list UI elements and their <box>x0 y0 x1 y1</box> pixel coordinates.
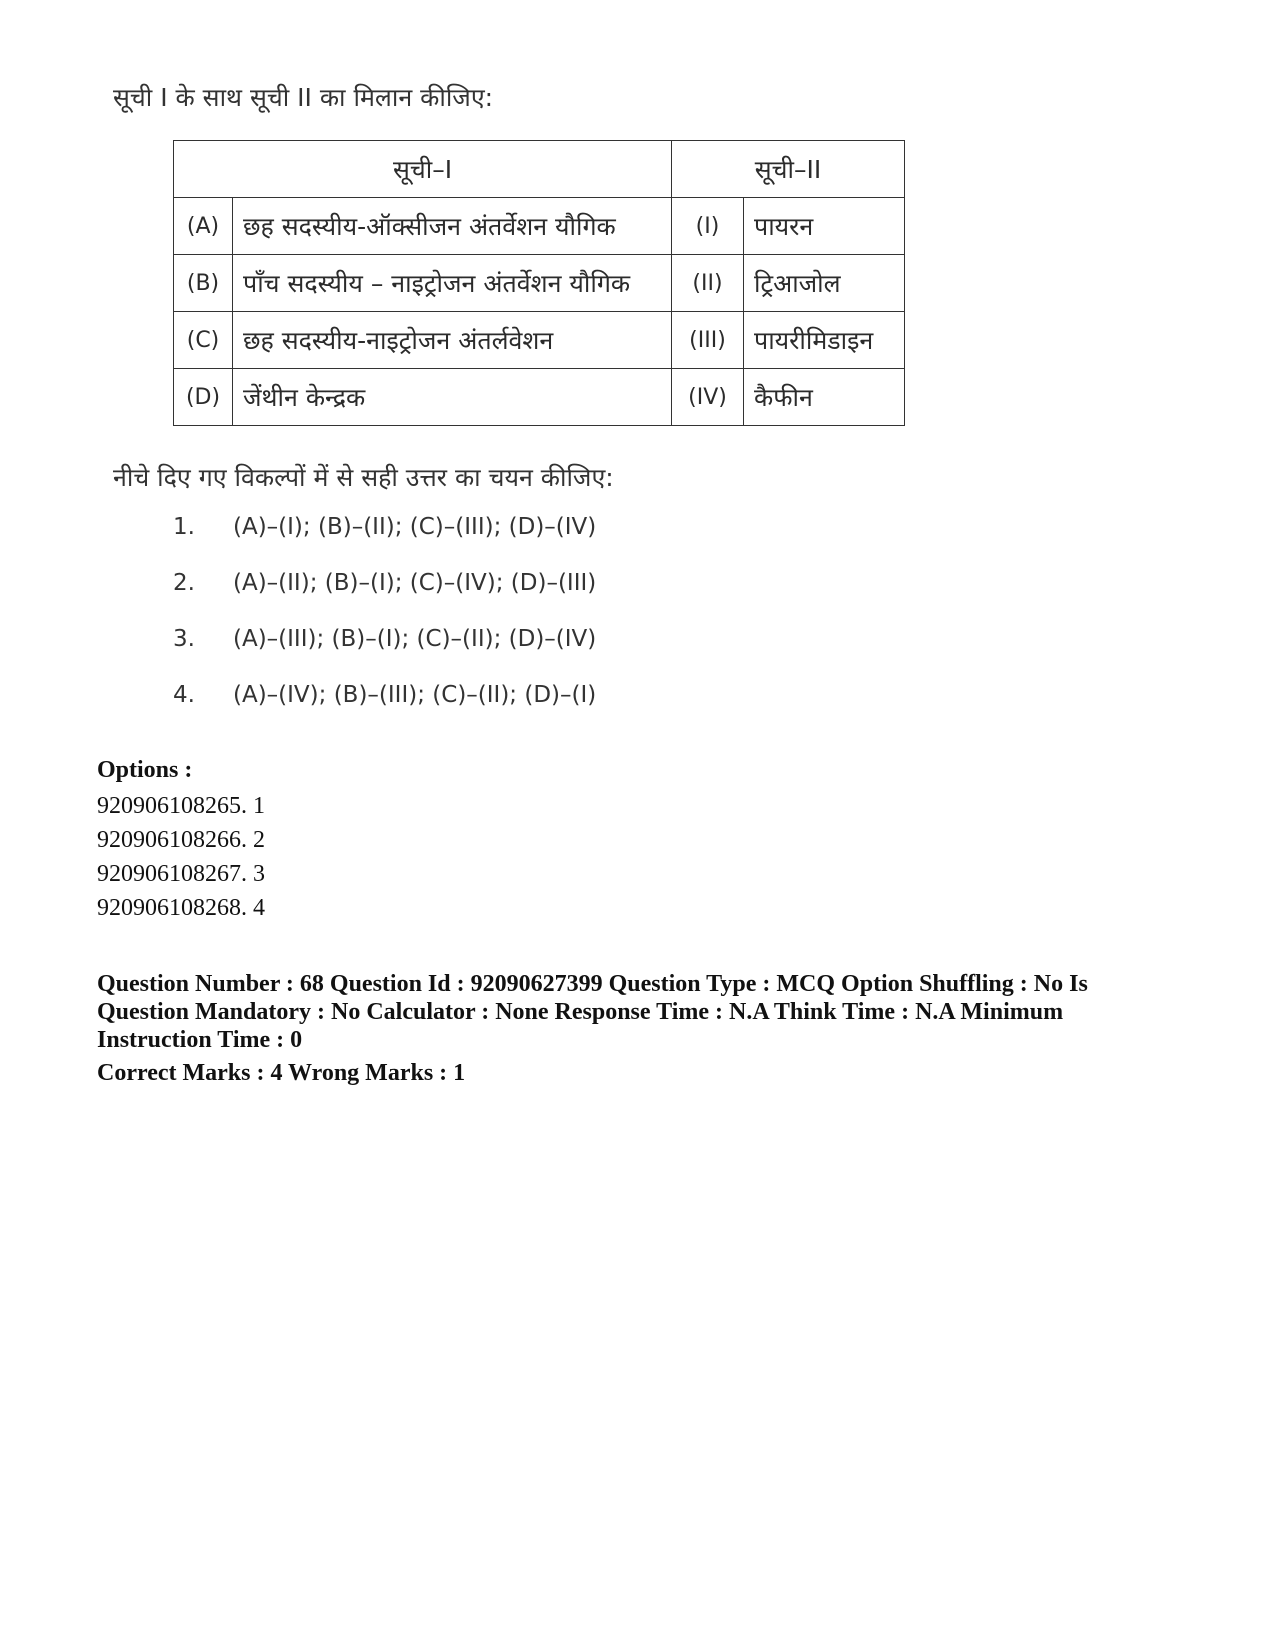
question-meta: Question Number : 68 Question Id : 92090627399 Question Type : MCQ Option Shuffling : No Is Question Mandatory : No Calculator : None Response Time : N.A Think Time : N.A Minimum Instruction Time : 0 <box>97 971 1088 1053</box>
choice-number: 2. <box>173 570 195 596</box>
row-match: कैफीन <box>744 369 905 426</box>
table-row <box>174 312 905 369</box>
table-row <box>174 255 905 312</box>
list-2-header: सूची–II <box>672 141 905 198</box>
row-match: पायरीमिडाइन <box>744 312 905 369</box>
row-label: (C) <box>174 312 233 369</box>
table-header-row <box>174 141 905 198</box>
list-1-header: सूची–I <box>174 141 672 198</box>
choice-number: 4. <box>173 682 195 708</box>
row-code: (III) <box>672 312 744 369</box>
select-prompt: नीचे दिए गए विकल्पों में से सही उत्तर का चयन कीजिए: <box>113 463 614 492</box>
option-line: 920906108266. 2 <box>97 827 265 853</box>
row-item: पाँच सदस्यीय – नाइट्रोजन अंतर्वेशन यौगिक <box>233 255 672 312</box>
row-code: (IV) <box>672 369 744 426</box>
table-row <box>174 369 905 426</box>
row-label: (B) <box>174 255 233 312</box>
choice-2 <box>173 570 596 596</box>
option-line: 920906108268. 4 <box>97 895 265 921</box>
row-code: (II) <box>672 255 744 312</box>
choice-number: 1. <box>173 514 195 540</box>
row-item: जेंथीन केन्द्रक <box>233 369 672 426</box>
row-label: (A) <box>174 198 233 255</box>
choice-text: (A)–(II); (B)–(I); (C)–(IV); (D)–(III) <box>233 570 597 596</box>
choice-1 <box>173 514 596 540</box>
row-item: छह सदस्यीय-नाइट्रोजन अंतर्लवेशन <box>233 312 672 369</box>
row-label: (D) <box>174 369 233 426</box>
choice-text: (A)–(I); (B)–(II); (C)–(III); (D)–(IV) <box>233 514 597 540</box>
choice-number: 3. <box>173 626 195 652</box>
row-code: (I) <box>672 198 744 255</box>
option-line: 920906108267. 3 <box>97 861 265 887</box>
choice-text: (A)–(IV); (B)–(III); (C)–(II); (D)–(I) <box>233 682 597 708</box>
marks-line: Correct Marks : 4 Wrong Marks : 1 <box>97 1060 466 1086</box>
options-heading: Options : <box>97 757 193 783</box>
row-match: पायरन <box>744 198 905 255</box>
row-item: छह सदस्यीय-ऑक्सीजन अंतर्वेशन यौगिक <box>233 198 672 255</box>
choice-4 <box>173 682 596 708</box>
match-table <box>173 140 905 426</box>
choice-text: (A)–(III); (B)–(I); (C)–(II); (D)–(IV) <box>233 626 597 652</box>
row-match: ट्रिआजोल <box>744 255 905 312</box>
choice-3 <box>173 626 596 652</box>
match-instruction: सूची I के साथ सूची II का मिलान कीजिए: <box>113 83 494 112</box>
table-row <box>174 198 905 255</box>
options-section <box>97 757 265 925</box>
option-line: 920906108265. 1 <box>97 793 265 819</box>
